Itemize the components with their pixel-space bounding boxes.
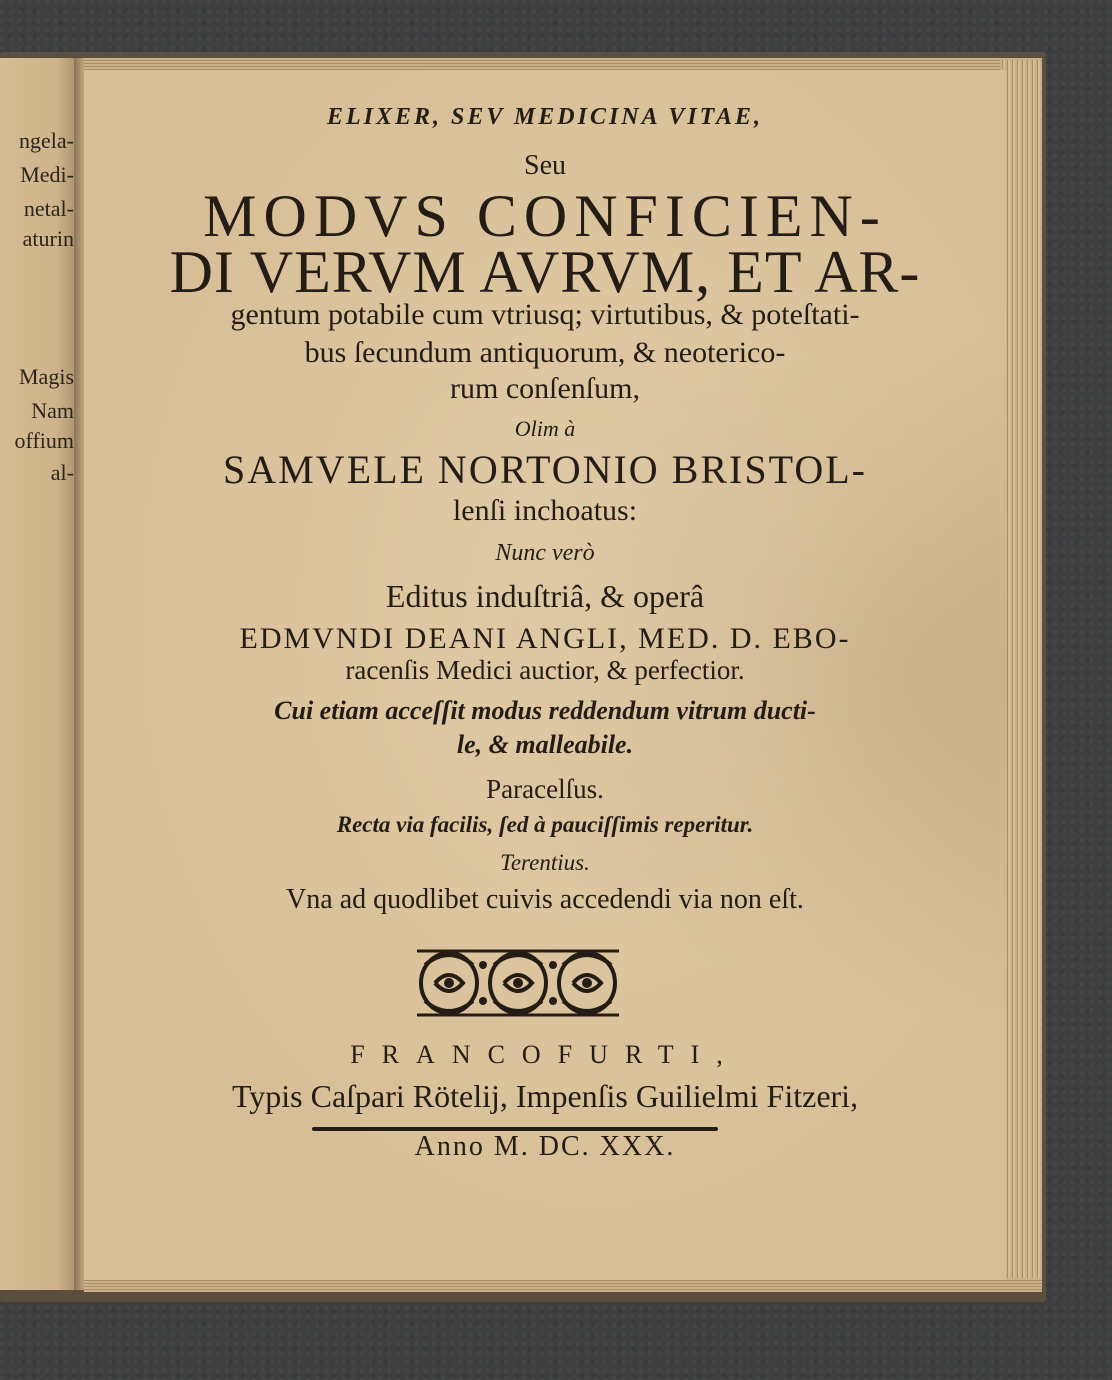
paracelsus-label: Paracelſus. (486, 774, 604, 804)
author-line-2: lenſi inchoatus: (452, 494, 638, 527)
printers-ornament-icon (415, 945, 621, 1021)
left-page-fragment: offium (14, 428, 74, 453)
terentius-label: Terentius. (500, 850, 590, 875)
seu-line: Seu (524, 150, 566, 181)
left-page-fragment: Nam (31, 398, 74, 423)
nunc-vero-line: Nunc verò (495, 540, 595, 566)
place-of-publication: FRANCOFURTI, (350, 1040, 740, 1069)
editor-name: EDMVNDI DEANI ANGLI, MED. D. EBO- (239, 622, 851, 655)
left-facing-page (0, 58, 80, 1290)
left-page-fragment: aturin (22, 226, 74, 251)
printer-line: Typis Caſpari Rötelij, Impenſis Guilielmi Fitzeri, (231, 1078, 859, 1114)
main-title-line-2: DI VERVM AVRVM, ET AR- (169, 239, 921, 305)
left-page-fragment: Medi- (20, 162, 74, 187)
subtitle-line-1: gentum potabile cum vtriusq; virtutibus, & poteſtati- (230, 298, 860, 331)
left-page-fragment: netal- (23, 196, 74, 221)
author-name: SAMVELE NORTONIO BRISTOL- (223, 447, 867, 492)
left-page-fragment: al- (50, 460, 74, 485)
editor-line-2: racenſis Medici auctior, & perfectior. (345, 655, 745, 685)
left-page-fragment: ngela- (19, 128, 74, 153)
paracelsus-quote: Recta via facilis, ſed à pauciſſimis reperitur. (336, 812, 754, 837)
subtitle-line-2: bus ſecundum antiquorum, & neoterico- (304, 336, 786, 369)
publication-date: Anno M. DC. XXX. (414, 1131, 676, 1162)
page-stack-bottom (84, 1278, 1042, 1292)
olim-line: Olim à (514, 416, 576, 441)
left-page-fragment: Magis (19, 364, 74, 389)
appendix-line-1: Cui etiam acceſſit modus reddendum vitrum ducti- (274, 696, 816, 725)
main-title-line-1: MODVS CONFICIEN- (203, 183, 887, 249)
subtitle-line-3: rum conſenſum, (450, 372, 640, 405)
terentius-quote: Vna ad quodlibet cuivis accedendi via non eſt. (286, 884, 804, 915)
appendix-line-2: le, & malleabile. (456, 730, 634, 759)
editus-line: Editus induſtriâ, & operâ (385, 578, 705, 614)
page-stack-edges (1000, 60, 1042, 1292)
header-line: ELIXER, SEV MEDICINA VITAE, (326, 104, 764, 130)
